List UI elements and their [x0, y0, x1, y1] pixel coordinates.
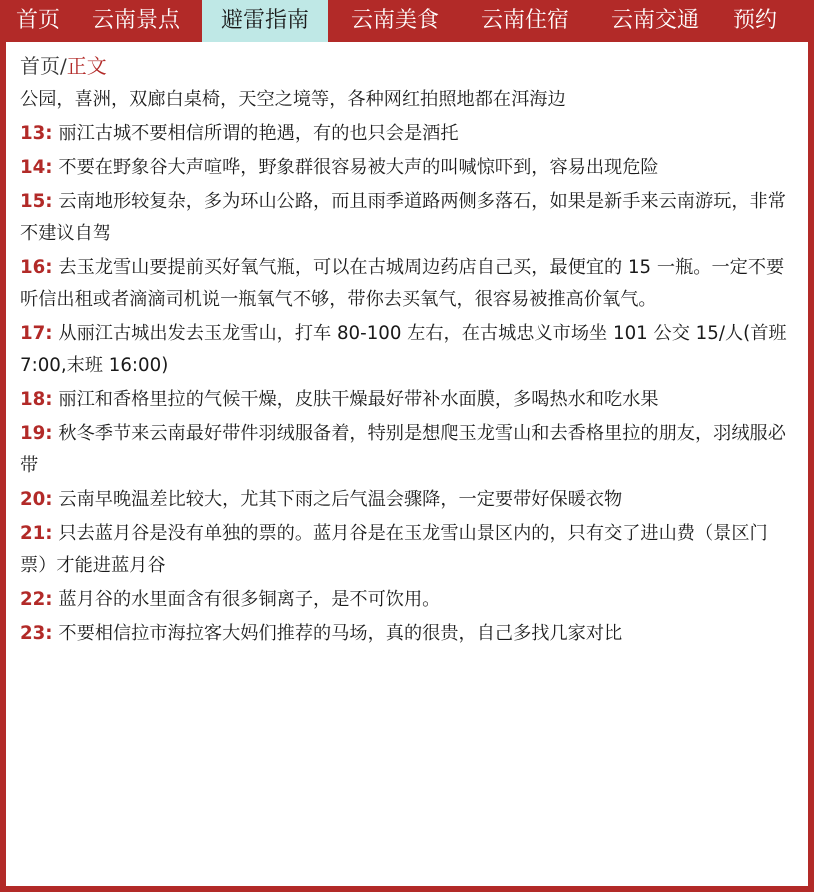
tip-item	[20, 252, 794, 316]
tip-text: 不要在野象谷大声喧哗，野象群很容易被大声的叫喊惊吓到，容易出现危险	[58, 157, 659, 178]
tip-number: 13:	[20, 123, 53, 144]
tip-number: 19:	[20, 423, 53, 444]
tip-text: 丽江古城不要相信所谓的艳遇，有的也只会是酒托	[58, 123, 459, 144]
tip-number: 22:	[20, 589, 53, 610]
nav-tab-lodging[interactable]: 云南住宿	[462, 0, 588, 42]
tip-number: 21:	[20, 523, 53, 544]
article-intro: 公园，喜洲，双廊白桌椅，天空之境等，各种网红拍照地都在洱海边	[20, 89, 566, 110]
tip-number: 23:	[20, 623, 53, 644]
tip-text: 秋冬季节来云南最好带件羽绒服备着，特别是想爬玉龙雪山和去香格里拉的朋友，羽绒服必带	[20, 423, 786, 476]
tip-text: 云南早晚温差比较大，尤其下雨之后气温会骤降，一定要带好保暖衣物	[58, 489, 623, 510]
nav-tab-booking[interactable]: 预约	[722, 0, 788, 42]
tip-item	[20, 118, 794, 150]
tip-number: 15:	[20, 191, 53, 212]
content-panel	[6, 42, 808, 886]
tip-item	[20, 318, 794, 382]
nav-tab-attractions[interactable]: 云南景点	[74, 0, 198, 42]
tip-text: 不要相信拉市海拉客大妈们推荐的马场，真的很贵，自己多找几家对比	[58, 623, 623, 644]
breadcrumb-separator: /	[60, 54, 67, 78]
nav-tab-pitfall-guide[interactable]: 避雷指南	[202, 0, 328, 42]
tip-number: 16:	[20, 257, 53, 278]
nav-tab-food[interactable]: 云南美食	[332, 0, 458, 42]
tip-number: 14:	[20, 157, 53, 178]
tip-item	[20, 484, 794, 516]
tip-number: 18:	[20, 389, 53, 410]
article-body	[20, 84, 794, 650]
tip-text: 只去蓝月谷是没有单独的票的。蓝月谷是在玉龙雪山景区内的，只有交了进山费（景区门票）才能进蓝月谷	[20, 523, 768, 576]
tip-item	[20, 384, 794, 416]
breadcrumb-current: 正文	[66, 54, 107, 78]
tip-text: 从丽江古城出发去玉龙雪山，打车 80-100 左右，在古城忠义市场坐 101 公交 15/人(首班 7:00,末班 16:00)	[20, 323, 787, 376]
tip-item	[20, 518, 794, 582]
tip-text: 云南地形较复杂，多为环山公路，而且雨季道路两侧多落石，如果是新手来云南游玩，非常不建议自驾	[20, 191, 786, 244]
tip-number: 20:	[20, 489, 53, 510]
tip-text: 蓝月谷的水里面含有很多铜离子，是不可饮用。	[58, 589, 441, 610]
tip-text: 去玉龙雪山要提前买好氧气瓶，可以在古城周边药店自己买，最便宜的 15 一瓶。一定不要听信出租或者滴滴司机说一瓶氧气不够，带你去买氧气，很容易被推高价氧气。	[20, 257, 785, 310]
tip-item	[20, 186, 794, 250]
tip-item	[20, 418, 794, 482]
tip-item	[20, 584, 794, 616]
nav-tab-transport[interactable]: 云南交通	[592, 0, 718, 42]
tip-text: 丽江和香格里拉的气候干燥，皮肤干燥最好带补水面膜，多喝热水和吃水果	[58, 389, 659, 410]
top-nav	[6, 0, 808, 42]
breadcrumb	[20, 50, 794, 84]
tip-item	[20, 618, 794, 650]
tip-item	[20, 152, 794, 184]
tip-number: 17:	[20, 323, 53, 344]
nav-tab-home[interactable]: 首页	[6, 0, 70, 42]
breadcrumb-home-link[interactable]: 首页	[20, 54, 60, 78]
